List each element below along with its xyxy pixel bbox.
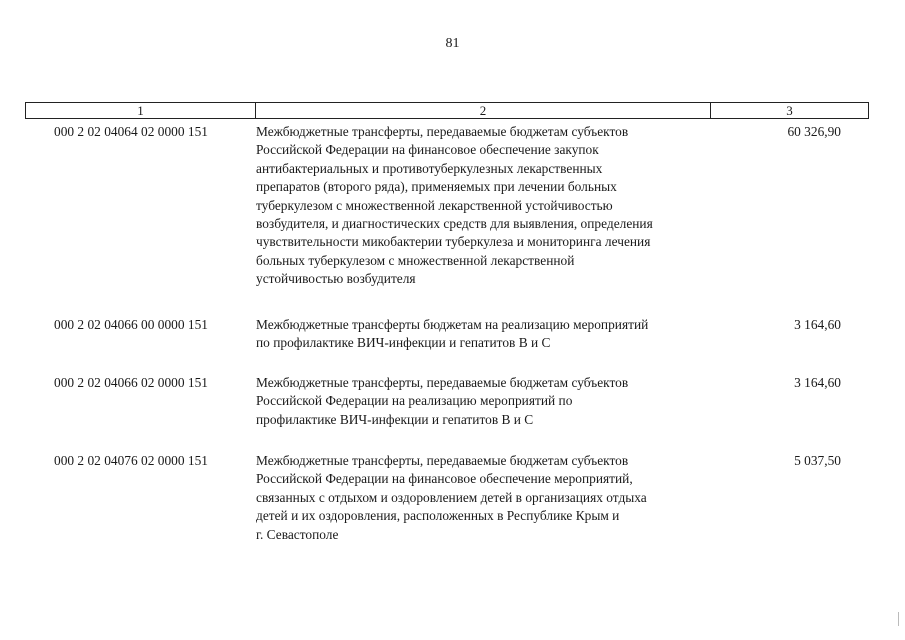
header-col-2: 2 xyxy=(256,103,711,118)
amount-value: 3 164,60 xyxy=(794,375,841,390)
row-description xyxy=(256,316,711,353)
description-line: туберкулезом с множественной лекарственной устойчивостью xyxy=(256,197,613,213)
description-line: связанных с отдыхом и оздоровлением детей в организациях отдыха xyxy=(256,489,647,505)
row-description xyxy=(256,374,711,429)
budget-code: 000 2 02 04064 02 0000 151 xyxy=(54,124,208,139)
description-line: препаратов (второго ряда), применяемых при лечении больных xyxy=(256,179,617,195)
description-line: по профилактике ВИЧ-инфекции и гепатитов В и С xyxy=(256,335,551,351)
row-description xyxy=(256,452,711,544)
description-line: антибактериальных и противотуберкулезных лекарственных xyxy=(256,160,603,176)
amount-value: 60 326,90 xyxy=(787,124,841,139)
header-col-1: 1 xyxy=(26,103,256,118)
budget-code: 000 2 02 04066 00 0000 151 xyxy=(54,317,208,332)
row-description xyxy=(256,123,711,289)
amount-value: 5 037,50 xyxy=(794,453,841,468)
description-line: детей и их оздоровления, расположенных в Республике Крым и xyxy=(256,508,620,524)
description-line: Межбюджетные трансферты, передаваемые бюджетам субъектов xyxy=(256,375,629,390)
budget-code: 000 2 02 04066 02 0000 151 xyxy=(54,375,208,390)
description-line: больных туберкулезом с множественной лекарственной xyxy=(256,252,575,268)
page-number: 81 xyxy=(445,36,460,51)
header-col-3: 3 xyxy=(786,103,793,118)
description-line: Межбюджетные трансферты, передаваемые бюджетам субъектов xyxy=(256,124,629,139)
description-line: чувствительности микобактерии туберкулеза и мониторинга лечения xyxy=(256,234,651,250)
description-line: Межбюджетные трансферты, передаваемые бюджетам субъектов xyxy=(256,453,629,468)
budget-code: 000 2 02 04076 02 0000 151 xyxy=(54,453,208,468)
description-line: г. Севастополе xyxy=(256,526,339,542)
description-line: Российской Федерации на финансовое обеспечение закупок xyxy=(256,142,599,158)
amount-value: 3 164,60 xyxy=(794,317,841,332)
description-line: Межбюджетные трансферты бюджетам на реализацию мероприятий xyxy=(256,317,649,332)
description-line: Российской Федерации на финансовое обеспечение мероприятий, xyxy=(256,471,633,487)
scan-artifact xyxy=(898,612,899,626)
description-line: устойчивостью возбудителя xyxy=(256,271,416,287)
table-header-row xyxy=(25,102,869,119)
description-line: профилактике ВИЧ-инфекции и гепатитов В и С xyxy=(256,411,534,427)
description-line: возбудителя, и диагностических средств для выявления, определения xyxy=(256,216,653,232)
description-line: Российской Федерации на реализацию мероприятий по xyxy=(256,393,573,409)
